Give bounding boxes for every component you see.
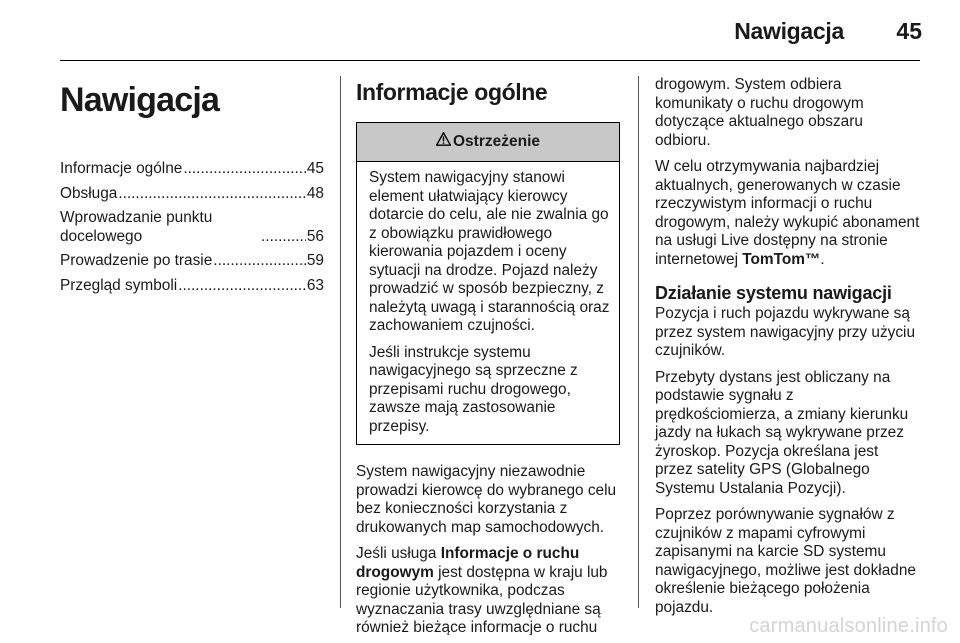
warning-paragraph: Jeśli instrukcje systemu nawigacyjnego są sprzeczne z przepisami ruchu drogowego, zawsze mają zastosowanie przepisy. — [369, 343, 578, 435]
warning-triangle-icon — [436, 123, 451, 161]
toc-item[interactable] — [60, 277, 324, 296]
toc-item-label: Informacje ogólne — [60, 160, 183, 177]
header-rule — [60, 60, 920, 61]
text-run: jest dostępna w kraju lub regionie użytkownika, podczas wyznaczania trasy uwzględniane są również bieżące informacje o ruchu — [356, 563, 608, 635]
toc-item-label: Przegląd symboli — [60, 276, 178, 294]
toc-item[interactable] — [60, 252, 324, 271]
toc-item-page: 59 — [306, 252, 324, 269]
warning-paragraph: System nawigacyjny stanowi element ułatwiający kierowcy dotarcie do celu, ale nie zwalnia go z obowiązku prawidłowego kierowania pojazdem i oceny sytuacji na drodze. Pojazd należy prowadzić w sposób bezpieczny, z należytą uwagą i starannością oraz zachowaniem czujności. — [369, 169, 610, 334]
toc-item[interactable] — [60, 185, 324, 204]
column-divider — [340, 76, 341, 608]
running-title: Nawigacja — [734, 18, 844, 44]
brand-name: TomTom™ — [742, 250, 821, 268]
column-3 — [655, 76, 920, 625]
toc-leader — [118, 185, 306, 204]
toc-leader — [178, 277, 306, 296]
toc-item[interactable] — [60, 160, 324, 179]
toc-item-page: 45 — [306, 160, 324, 177]
toc-leader — [261, 228, 306, 247]
body-paragraph — [655, 158, 920, 269]
page-header — [0, 8, 960, 52]
column-1 — [60, 76, 324, 301]
service-name: Informacje o ruchu drogowym — [356, 545, 580, 581]
body-paragraph-continued: drogowym. System odbiera komunikaty o ruchu drogowym dotyczące aktualnego obszaru odbioru. — [655, 76, 864, 149]
warning-box — [356, 122, 620, 445]
body-paragraph: Przebyty dystans jest obliczany na podstawie sygnału z prędkościomierza, a zmiany kierunku jazdy na łukach są wykrywane przez żyroskop. Pozycja określana jest przez satelity GPS (Globalnego Systemu Ustalania Pozycji). — [655, 368, 909, 497]
toc-leader — [183, 160, 306, 179]
column-2 — [356, 76, 620, 643]
body-paragraph: Poprzez porównywanie sygnałów z czujników z mapami cyfrowymi zapisanymi na karcie SD systemu nawigacyjnego, możliwe jest dokładne określenie bieżącego położenia pojazdu. — [655, 506, 916, 616]
subsection-title: Działanie systemu nawigacji — [655, 283, 892, 303]
watermark: carmanualsonline.info — [749, 615, 948, 637]
page-number: 45 — [896, 18, 922, 44]
section-title: Informacje ogólne — [356, 79, 548, 105]
warning-header — [357, 123, 619, 162]
toc-item-page: 48 — [306, 184, 324, 202]
toc-item-page: 63 — [306, 276, 324, 294]
toc-item[interactable] — [60, 209, 324, 246]
column-divider — [638, 76, 639, 608]
table-of-contents — [60, 160, 324, 295]
text-run: W celu otrzymywania najbardziej aktualnych, generowanych w czasie rzeczywistym informacji o ruchu drogowym, należy wykupić abonament na usługi Live dostępny na stronie internetowej — [655, 158, 920, 268]
warning-body — [357, 162, 619, 444]
body-paragraph: System nawigacyjny niezawodnie prowadzi kierowcę do wybranego celu bez konieczności korzystania z drukowanych map samochodowych. — [356, 463, 617, 536]
chapter-title: Nawigacja — [60, 81, 220, 119]
toc-item-label: Obsługa — [60, 184, 118, 202]
body-paragraph: Pozycja i ruch pojazdu wykrywane są przez system nawigacyjny przy użyciu czujników. — [655, 305, 916, 359]
warning-title: Ostrzeżenie — [452, 133, 540, 151]
text-run: Jeśli usługa — [356, 545, 441, 562]
text-run: . — [820, 250, 825, 268]
toc-item-page: 56 — [306, 227, 324, 245]
toc-leader — [213, 252, 306, 271]
toc-item-label: Prowadzenie po trasie — [60, 252, 213, 269]
body-paragraph — [356, 545, 620, 635]
toc-item-label: Wprowadzanie punktu docelowego — [60, 209, 213, 245]
